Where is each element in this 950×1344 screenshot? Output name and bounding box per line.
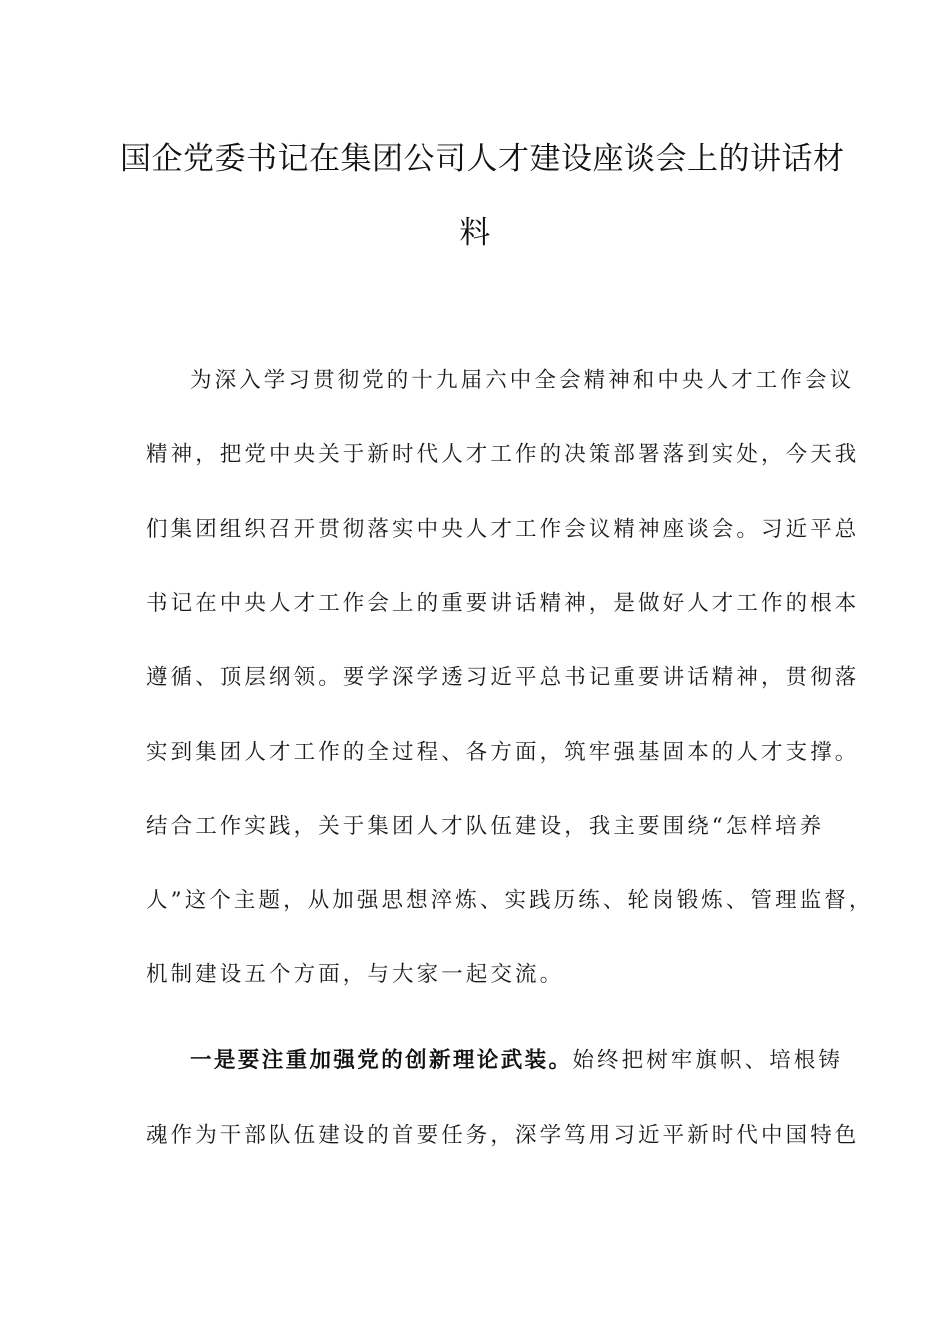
- paragraph-1-line-3: 们集团组织召开贯彻落实中央人才工作会议精神座谈会。习近平总: [146, 517, 860, 542]
- paragraph-2-line-1-text: 始终把树牢旗帜、培根铸: [572, 1048, 844, 1073]
- paragraph-1-line-9: 机制建设五个方面，与大家一起交流。: [146, 962, 565, 987]
- paragraph-1-line-1: 为深入学习贯彻党的十九届六中全会精神和中央人才工作会议: [190, 368, 855, 393]
- paragraph-1-line-7: 结合工作实践，关于集团人才队伍建设，我主要围绕“怎样培养: [146, 814, 825, 839]
- paragraph-1-line-2: 精神，把党中央关于新时代人才工作的决策部署落到实处，今天我: [146, 442, 860, 467]
- document-title-line-1: 国企党委书记在集团公司人才建设座谈会上的讲话材: [120, 141, 845, 177]
- paragraph-1-line-6: 实到集团人才工作的全过程、各方面，筑牢强基固本的人才支撑。: [146, 740, 860, 765]
- document-title-line-2: 料: [459, 215, 491, 251]
- paragraph-2-line-2: 魂作为干部队伍建设的首要任务，深学笃用习近平新时代中国特色: [146, 1123, 860, 1148]
- paragraph-1-line-5: 遵循、顶层纲领。要学深学透习近平总书记重要讲话精神，贯彻落: [146, 665, 860, 690]
- section-heading-1: 一是要注重加强党的创新理论武装。: [190, 1048, 573, 1073]
- paragraph-1-line-8: 人”这个主题，从加强思想淬炼、实践历练、轮岗锻炼、管理监督，: [146, 888, 874, 913]
- paragraph-1-line-4: 书记在中央人才工作会上的重要讲话精神，是做好人才工作的根本: [146, 591, 860, 616]
- paragraph-2-line-1: [190, 1043, 844, 1074]
